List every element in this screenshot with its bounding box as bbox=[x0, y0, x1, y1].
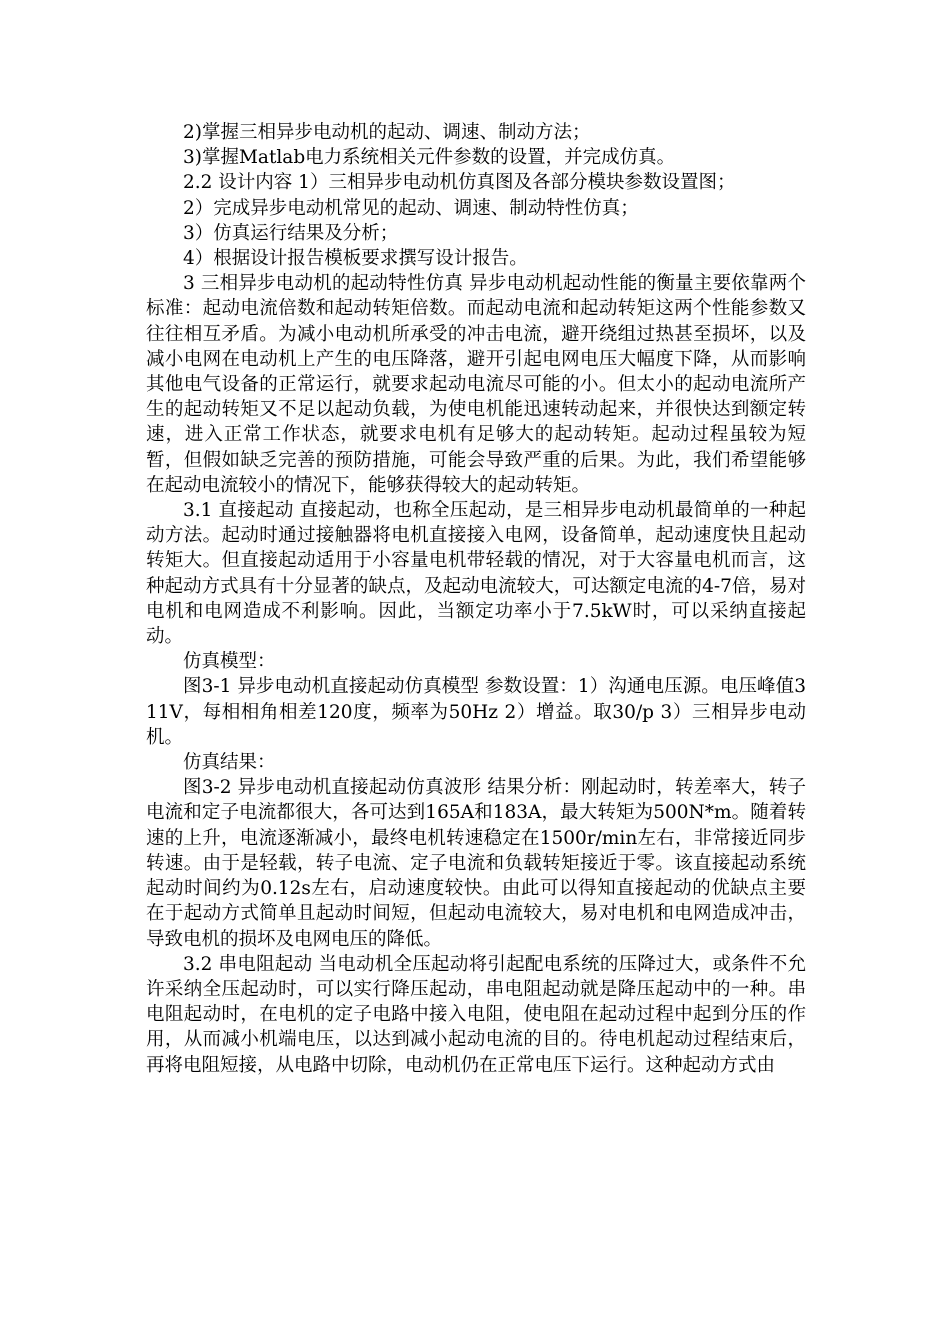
simulation-model-label: 仿真模型： bbox=[183, 651, 276, 673]
section-2-2-design-content: 2.2 设计内容 1）三相异步电动机仿真图及各部分模块参数设置图； bbox=[183, 172, 736, 194]
document-body bbox=[146, 120, 806, 1078]
figure-3-2-caption-analysis: 图3-2 异步电动机直接起动仿真波形 结果分析：刚起动时，转差率大，转子电流和定子电流都很大，各可达到165A和183A，最大转矩为500N*m。随着转速的上升，电流逐渐减小，最终电机转速稳定在1500r/min左右，非常接近同步转速。由于是轻载，转子电流、定子电流和负载转矩接近于零。该直接起动系统起动时间约为0.12s左右，启动速度较快。由此可以得知直接起动的优缺点主要在于起动方式简单且起动时间短，但起动电流较大，易对电机和电网造成冲击，导致电机的损坏及电网电压的降低。 bbox=[146, 777, 806, 950]
section-3-2-resistor-start: 3.2 串电阻起动 当电动机全压起动将引起配电系统的压降过大，或条件不允许采纳全压起动时，可以实行降压起动，串电阻起动就是降压起动中的一种。串电阻起动时，在电机的定子电路中接入电阻，使电阻在起动过程中起到分压的作用，从而减小机端电压，以达到减小起动电流的目的。待电机起动过程结束后，再将电阻短接，从电路中切除，电动机仍在正常电压下运行。这种起动方式由 bbox=[146, 953, 806, 1076]
section-3-starting-characteristics: 3 三相异步电动机的起动特性仿真 异步电动机起动性能的衡量主要依靠两个标准：起动电流倍数和起动转矩倍数。而起动电流和起动转矩这两个性能参数又往往相互矛盾。为减小电动机所承受的冲击电流，避开绕组过热甚至损坏，以及减小电网在电动机上产生的电压降落，避开引起电网电压大幅度下降，从而影响其他电气设备的正常运行，就要求起动电流尽可能的小。但太小的起动电流所产生的起动转矩又不足以起动负载，为使电机能迅速转动起来，并很快达到额定转速，进入正常工作状态，就要求电机有足够大的起动转矩。起动过程虽较为短暂，但假如缺乏完善的预防措施，可能会导致严重的后果。为此，我们希望能够在起动电流较小的情况下，能够获得较大的起动转矩。 bbox=[146, 273, 806, 496]
design-item-2: 2）完成异步电动机常见的起动、调速、制动特性仿真； bbox=[183, 197, 639, 219]
design-item-3: 3）仿真运行结果及分析； bbox=[183, 222, 399, 244]
simulation-result-label: 仿真结果： bbox=[183, 752, 276, 774]
design-item-4: 4）根据设计报告模板要求撰写设计报告。 bbox=[183, 248, 528, 270]
objective-3-line: 3)掌握Matlab电力系统相关元件参数的设置，并完成仿真。 bbox=[183, 147, 676, 169]
objective-2-line: 2)掌握三相异步电动机的起动、调速、制动方法； bbox=[183, 122, 591, 143]
figure-3-1-caption-params: 图3-1 异步电动机直接起动仿真模型 参数设置：1）沟通电压源。电压峰值311V，每相相角相差120度，频率为50Hz 2）增益。取30/p 3）三相异步电动机。 bbox=[146, 676, 806, 748]
section-3-1-direct-start: 3.1 直接起动 直接起动，也称全压起动，是三相异步电动机最简单的一种起动方法。起动时通过接触器将电机直接接入电网，设备简单，起动速度快且起动转矩大。但直接起动适用于小容量电机带轻载的情况，对于大容量电机而言，这种起动方式具有十分显著的缺点，及起动电流较大，可达额定电流的4-7倍，易对电机和电网造成不利影响。因此，当额定功率小于7.5kW时，可以采纳直接起动。 bbox=[146, 500, 806, 648]
